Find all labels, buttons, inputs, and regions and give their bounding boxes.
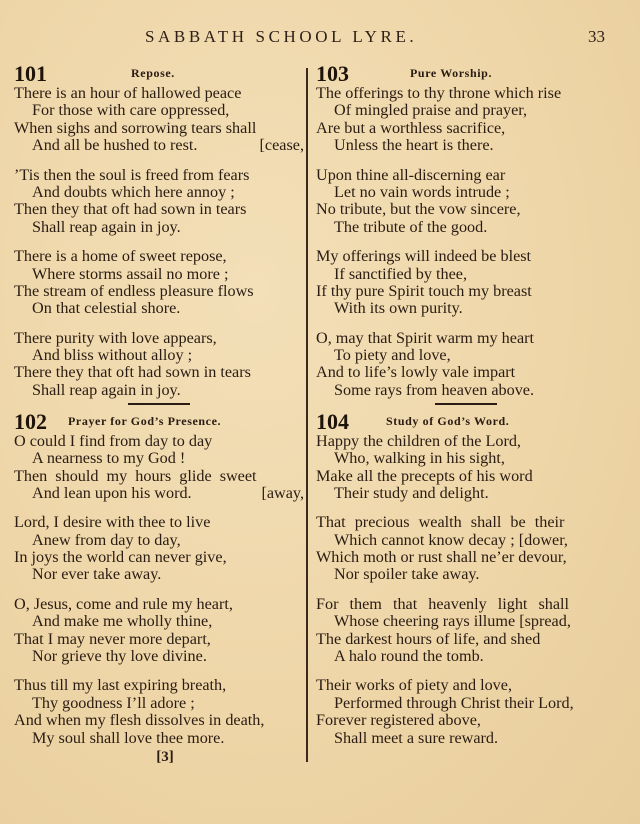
verse-line: If sanctified by thee, bbox=[334, 264, 468, 283]
hymn-heading bbox=[14, 408, 304, 434]
verse-line: There is an hour of hallowed peace bbox=[14, 84, 242, 102]
verse-line: On that celestial shore. bbox=[32, 299, 181, 318]
hymn-103 bbox=[316, 63, 616, 399]
verse-line: Unless the heart is there. bbox=[334, 136, 494, 155]
stanza bbox=[316, 248, 616, 318]
verse-line: Shall reap again in joy. bbox=[32, 217, 181, 236]
verse-line bbox=[14, 137, 304, 154]
verse-line: That I may never more depart, bbox=[14, 629, 211, 648]
hymn-number: 102 bbox=[14, 408, 47, 434]
verse-line: Thy goodness I’ll adore ; bbox=[32, 693, 195, 712]
verse-line: A halo round the tomb. bbox=[334, 647, 484, 666]
stanza bbox=[316, 330, 616, 400]
verse-line: Some rays from heaven above. bbox=[334, 380, 535, 399]
column-divider bbox=[306, 68, 308, 762]
stanza bbox=[14, 167, 304, 237]
left-column bbox=[14, 63, 304, 766]
hymn-102 bbox=[14, 408, 304, 747]
hymn-101 bbox=[14, 63, 304, 399]
verse-line: There purity with love appears, bbox=[14, 328, 217, 347]
stanza bbox=[316, 677, 616, 747]
stanza bbox=[14, 330, 304, 400]
verse-line: ’Tis then the soul is freed from fears bbox=[14, 165, 250, 184]
verse-line: Are but a worthless sacrifice, bbox=[316, 118, 506, 137]
verse-line: For them that heavenly light shall bbox=[316, 594, 570, 613]
verse-line: Shall reap again in joy. bbox=[32, 380, 181, 399]
verse-line: When sighs and sorrowing tears shall bbox=[14, 118, 257, 137]
verse-line: And bliss without alloy ; bbox=[32, 346, 193, 365]
verse-line: And to life’s lowly vale impart bbox=[316, 363, 516, 382]
verse-line-text: And lean upon his word. bbox=[32, 483, 192, 502]
running-title: SABBATH SCHOOL LYRE. bbox=[145, 27, 418, 46]
stanza bbox=[14, 514, 304, 584]
verse-line: And doubts which here annoy ; bbox=[32, 182, 235, 201]
verse-line: In joys the world can never give, bbox=[14, 548, 227, 567]
stanza bbox=[316, 85, 616, 155]
verse-line: If thy pure Spirit touch my breast bbox=[316, 281, 532, 300]
verse-line: Happy the children of the Lord, bbox=[316, 431, 521, 450]
verse-line: Thus till my last expiring breath, bbox=[14, 676, 227, 695]
verse-line: And when my flesh dissolves in death, bbox=[14, 711, 265, 730]
verse-line: Make all the precepts of his word bbox=[316, 466, 533, 485]
verse-line: That precious wealth shall be their bbox=[316, 513, 565, 532]
verse-line: Performed through Christ their Lord, bbox=[334, 693, 574, 712]
verse-line: Which moth or rust shall ne’er devour, bbox=[316, 548, 567, 567]
verse-line: The stream of endless pleasure flows bbox=[14, 281, 254, 300]
verse-line: Whose cheering rays illume [spread, bbox=[334, 612, 571, 631]
section-rule bbox=[128, 403, 190, 405]
turnover-word: [cease, bbox=[259, 136, 304, 155]
verse-line: With its own purity. bbox=[334, 299, 463, 318]
verse-line: Let no vain words intrude ; bbox=[334, 182, 510, 201]
verse-line bbox=[14, 485, 304, 502]
verse-line: Upon thine all-discerning ear bbox=[316, 165, 506, 184]
verse-line: Where storms assail no more ; bbox=[32, 264, 229, 283]
verse-line: The darkest hours of life, and shed bbox=[316, 629, 541, 648]
verse-line: Who, walking in his sight, bbox=[334, 449, 505, 468]
verse-line: Then they that oft had sown in tears bbox=[14, 200, 247, 219]
verse-line: Nor grieve thy love divine. bbox=[32, 647, 207, 666]
turnover-word: [away, bbox=[261, 483, 304, 502]
verse-line: O, may that Spirit warm my heart bbox=[316, 328, 535, 347]
stanza bbox=[14, 85, 304, 155]
hymn-heading bbox=[316, 408, 616, 434]
hymn-number: 101 bbox=[14, 61, 47, 86]
stanza bbox=[14, 248, 304, 318]
hymn-number: 104 bbox=[316, 408, 349, 434]
stanza bbox=[316, 167, 616, 237]
verse-line: Anew from day to day, bbox=[32, 530, 181, 549]
verse-line: The tribute of the good. bbox=[334, 217, 488, 236]
verse-line-text: And all be hushed to rest. bbox=[32, 136, 198, 155]
signature-mark: [3] bbox=[156, 749, 174, 765]
stanza bbox=[316, 596, 616, 666]
section-rule bbox=[435, 403, 497, 405]
verse-line: Of mingled praise and prayer, bbox=[334, 101, 528, 120]
verse-line: There is a home of sweet repose, bbox=[14, 247, 227, 266]
hymn-title: Pure Worship. bbox=[410, 66, 493, 80]
stanza bbox=[316, 433, 616, 503]
verse-line: No tribute, but the vow sincere, bbox=[316, 200, 521, 219]
verse-line: For those with care oppressed, bbox=[32, 101, 230, 120]
verse-line: My offerings will indeed be blest bbox=[316, 247, 532, 266]
hymn-title: Study of God’s Word. bbox=[386, 413, 510, 428]
verse-line: Nor spoiler take away. bbox=[334, 565, 480, 584]
hymn-number: 103 bbox=[316, 61, 349, 86]
stanza bbox=[316, 514, 616, 584]
verse-line: A nearness to my God ! bbox=[32, 449, 186, 468]
hymn-title: Repose. bbox=[131, 66, 175, 80]
verse-line: To piety and love, bbox=[334, 346, 451, 365]
verse-line: Their study and delight. bbox=[334, 483, 489, 502]
hymn-104 bbox=[316, 408, 616, 747]
right-column bbox=[316, 63, 616, 747]
verse-line: And make me wholly thine, bbox=[32, 612, 213, 631]
verse-line: Lord, I desire with thee to live bbox=[14, 513, 211, 532]
verse-line: My soul shall love thee more. bbox=[32, 728, 225, 747]
verse-line: The offerings to thy throne which rise bbox=[316, 84, 562, 102]
hymn-title: Prayer for God’s Presence. bbox=[68, 413, 222, 428]
hymn-heading bbox=[14, 63, 304, 85]
stanza bbox=[14, 596, 304, 666]
verse-line: Shall meet a sure reward. bbox=[334, 728, 499, 747]
verse-line: Nor ever take away. bbox=[32, 565, 162, 584]
stanza bbox=[14, 433, 304, 503]
verse-line: Which cannot know decay ; [dower, bbox=[334, 530, 568, 549]
hymn-heading bbox=[316, 63, 616, 85]
verse-line: There they that oft had sown in tears bbox=[14, 363, 251, 382]
verse-line: O could I find from day to day bbox=[14, 431, 213, 450]
verse-line: Then should my hours glide sweet bbox=[14, 466, 257, 485]
verse-line: Their works of piety and love, bbox=[316, 676, 512, 695]
verse-line: Forever registered above, bbox=[316, 711, 481, 730]
verse-line: O, Jesus, come and rule my heart, bbox=[14, 594, 233, 613]
stanza bbox=[14, 677, 304, 747]
page-number: 33 bbox=[588, 27, 605, 46]
